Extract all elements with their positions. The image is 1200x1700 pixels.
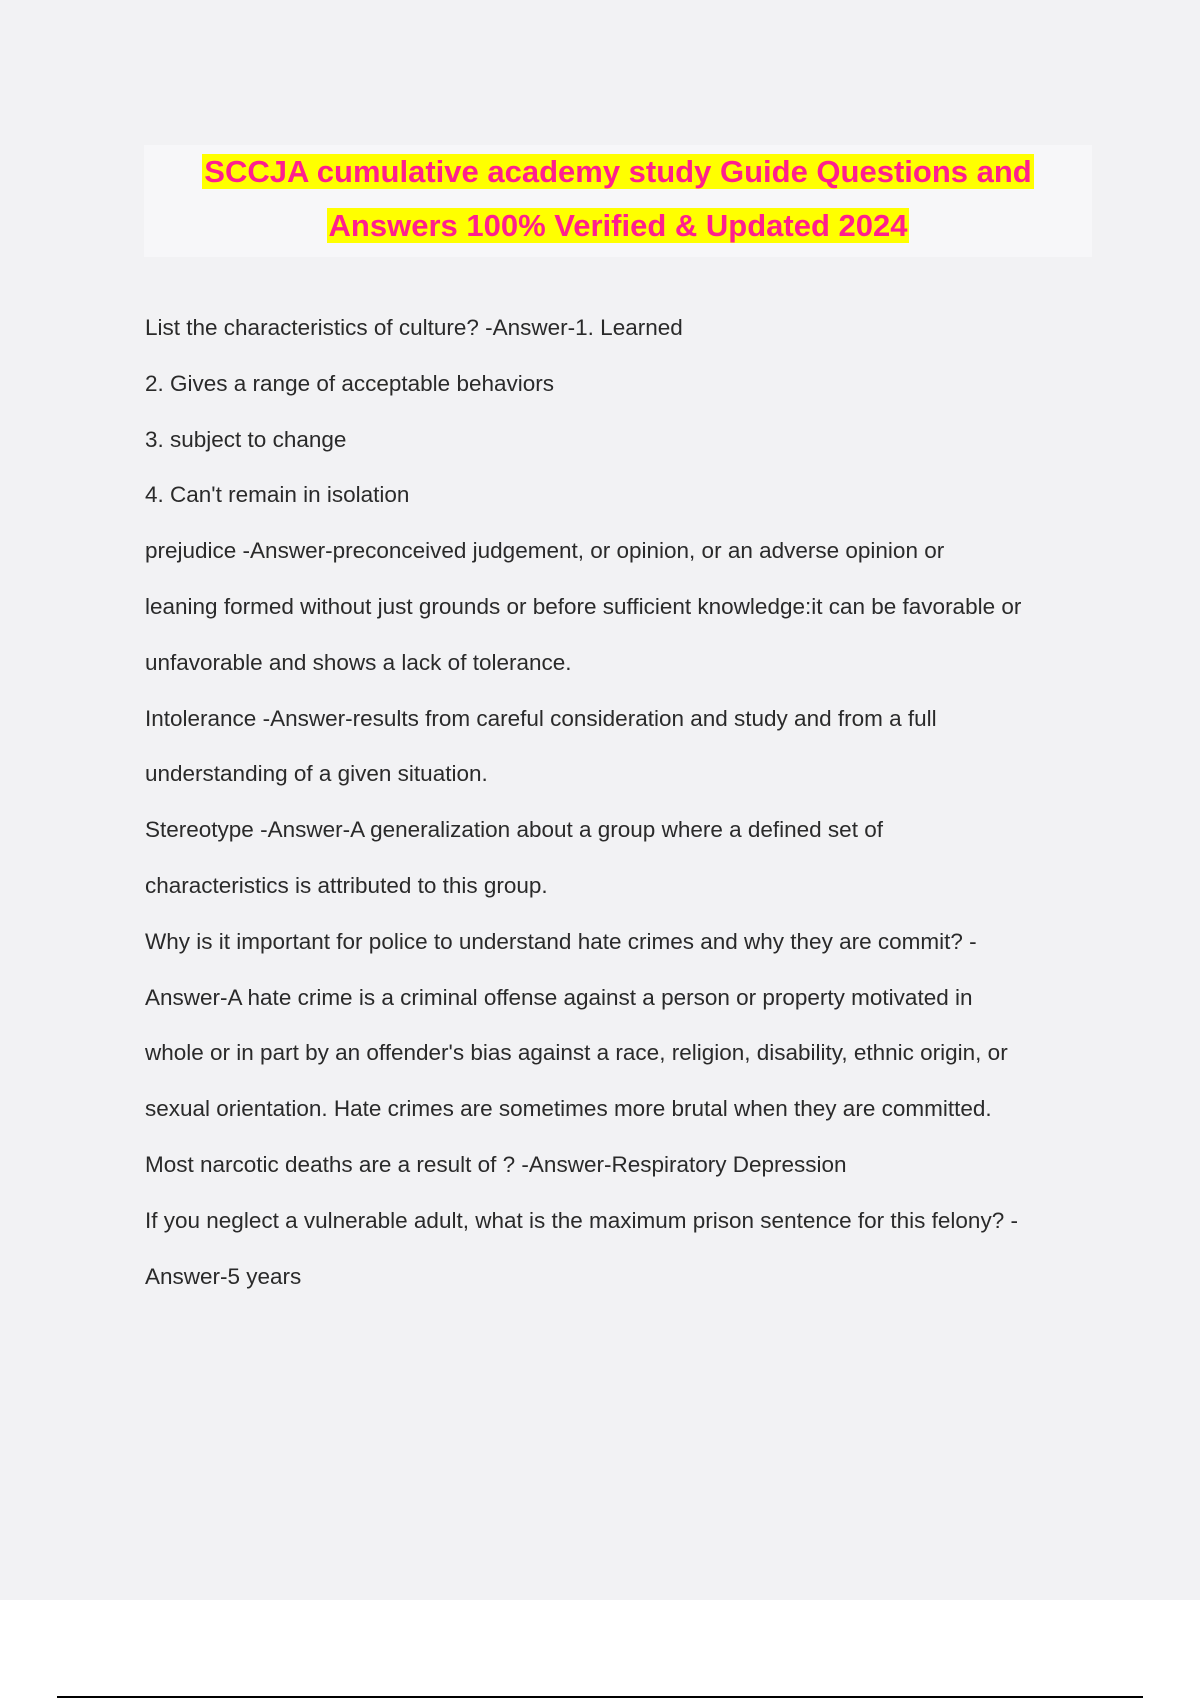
title-line-2-text: Answers 100% Verified & Updated 2024: [328, 208, 908, 243]
text-line: Stereotype -Answer-A generalization about a group where a defined set of: [145, 817, 883, 843]
text-line: Intolerance -Answer-results from careful consideration and study and from a full: [145, 705, 937, 731]
text-line: 2. Gives a range of acceptable behaviors: [145, 370, 554, 396]
text-line: sexual orientation. Hate crimes are sometimes more brutal when they are committed.: [145, 1096, 992, 1122]
text-line: List the characteristics of culture? -Answer-1. Learned: [145, 315, 683, 340]
text-line: If you neglect a vulnerable adult, what is the maximum prison sentence for this felony? -: [145, 1207, 1018, 1233]
text-line: characteristics is attributed to this group.: [145, 872, 548, 898]
title-line-2: [144, 199, 1092, 253]
text-line: leaning formed without just grounds or before sufficient knowledge:it can be favorable or: [145, 593, 1022, 619]
text-line: prejudice -Answer-preconceived judgement, or opinion, or an adverse opinion or: [145, 538, 945, 564]
document-title: [144, 145, 1092, 257]
bottom-divider: [57, 1696, 1143, 1698]
text-line: Answer-5 years: [145, 1263, 302, 1289]
title-line-1: [144, 145, 1092, 199]
text-line: unfavorable and shows a lack of tolerance.: [145, 649, 572, 675]
text-line: Answer-A hate crime is a criminal offense against a person or property motivated in: [145, 984, 973, 1010]
document-body: [145, 300, 1105, 1304]
text-line: Most narcotic deaths are a result of ? -Answer-Respiratory Depression: [145, 1151, 847, 1177]
text-line: Why is it important for police to understand hate crimes and why they are commit? -: [145, 928, 977, 954]
text-line: understanding of a given situation.: [145, 761, 488, 787]
title-line-1-text: SCCJA cumulative academy study Guide Questions and: [204, 154, 1032, 189]
text-line: 3. subject to change: [145, 426, 347, 452]
text-line: whole or in part by an offender's bias against a race, religion, disability, ethnic origin, or: [145, 1040, 1008, 1066]
text-line: 4. Can't remain in isolation: [145, 482, 410, 508]
